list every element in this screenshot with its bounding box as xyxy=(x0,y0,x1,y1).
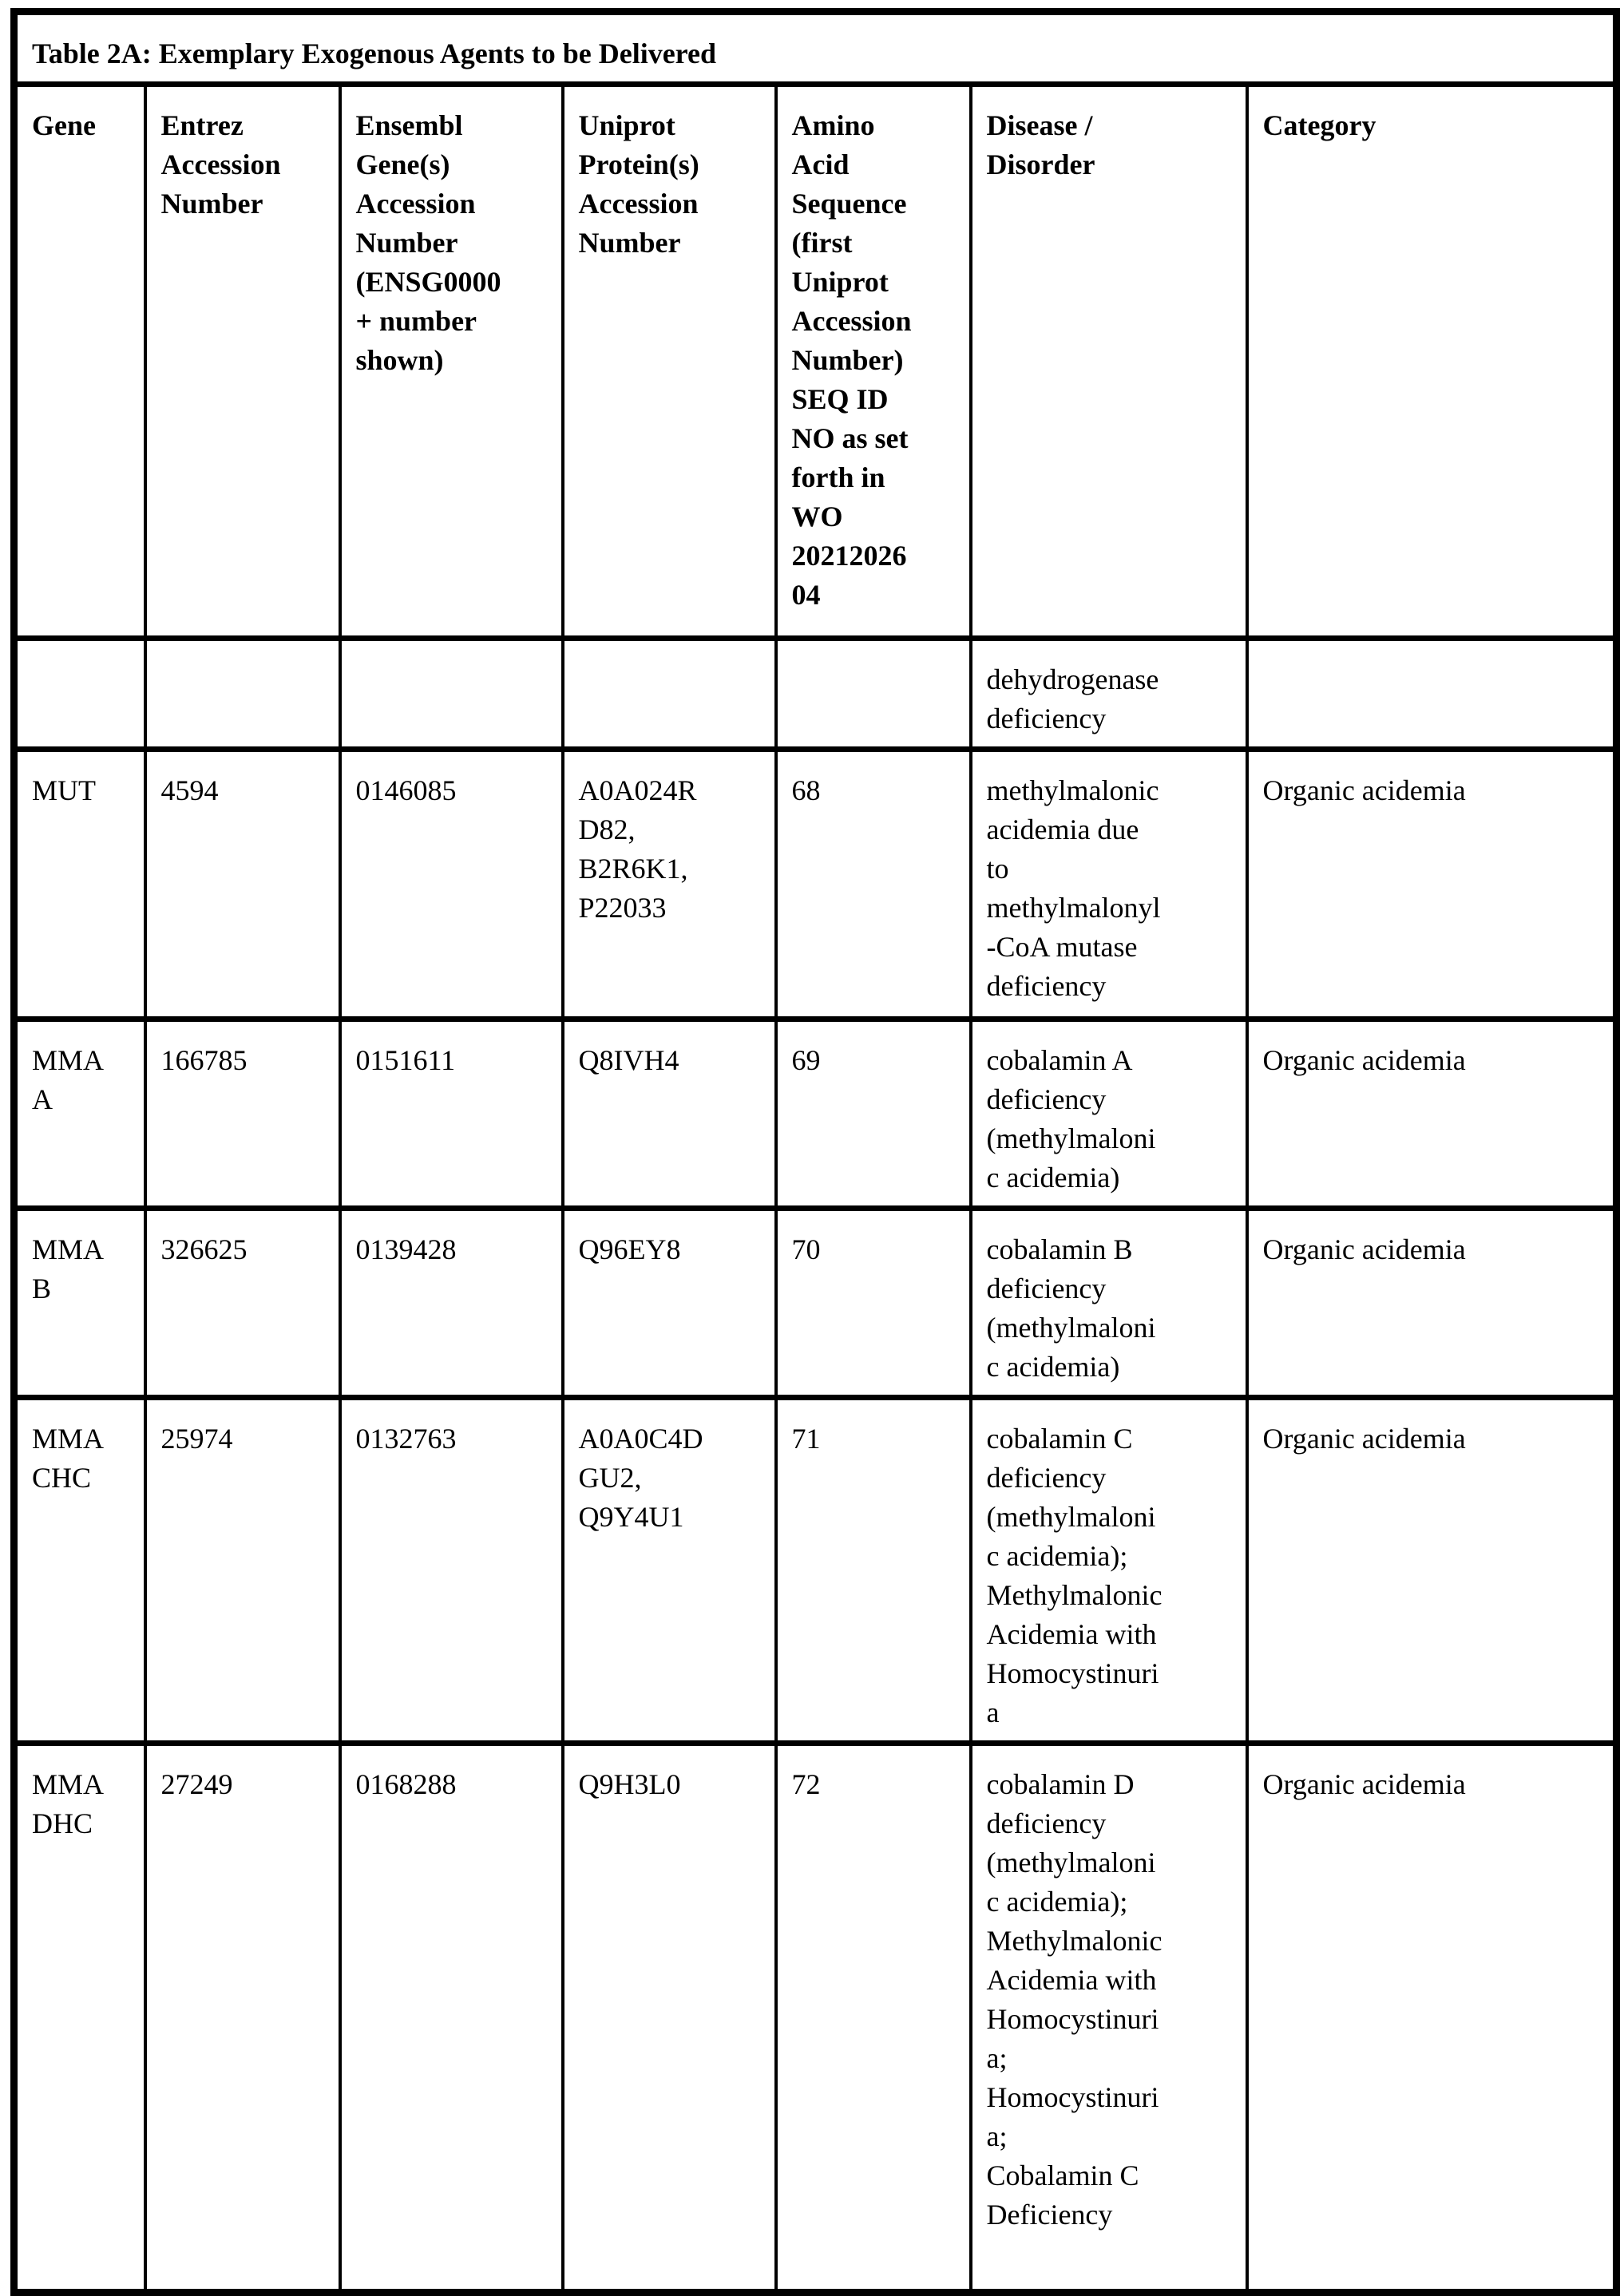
ensembl-cell: 0139428 xyxy=(340,1209,563,1398)
col-header-entrez: Entrez Accession Number xyxy=(145,85,340,639)
uniprot-cell: Q8IVH4 xyxy=(563,1019,776,1209)
entrez-cell: 166785 xyxy=(145,1019,340,1209)
uniprot-cell: A0A024R D82, B2R6K1, P22033 xyxy=(563,750,776,1019)
table-header-row xyxy=(14,85,1617,639)
uniprot-cell: Q96EY8 xyxy=(563,1209,776,1398)
disease-cell: cobalamin C deficiency (methylmaloni c acidemia); Methylmalonic Acidemia with Homocystinuri a xyxy=(971,1398,1247,1744)
gene-cell: MMA A xyxy=(14,1019,145,1209)
uniprot-cell xyxy=(563,639,776,750)
ensembl-cell xyxy=(340,639,563,750)
disease-cell: dehydrogenase deficiency xyxy=(971,639,1247,750)
col-header-gene: Gene xyxy=(14,85,145,639)
col-header-ensembl: Ensembl Gene(s) Accession Number (ENSG0000 + number shown) xyxy=(340,85,563,639)
table-row xyxy=(14,1398,1617,1744)
seq-id-cell: 70 xyxy=(776,1209,971,1398)
disease-cell: cobalamin D deficiency (methylmaloni c acidemia); Methylmalonic Acidemia with Homocystinuri a; Homocystinuri a; Cobalamin C Deficiency xyxy=(971,1744,1247,2293)
entrez-cell: 4594 xyxy=(145,750,340,1019)
gene-cell: MMA B xyxy=(14,1209,145,1398)
gene-cell: MUT xyxy=(14,750,145,1019)
seq-id-cell: 68 xyxy=(776,750,971,1019)
col-header-uniprot: Uniprot Protein(s) Accession Number xyxy=(563,85,776,639)
ensembl-cell: 0151611 xyxy=(340,1019,563,1209)
entrez-cell: 27249 xyxy=(145,1744,340,2293)
ensembl-cell: 0146085 xyxy=(340,750,563,1019)
seq-id-cell xyxy=(776,639,971,750)
seq-id-cell: 69 xyxy=(776,1019,971,1209)
gene-cell: MMA CHC xyxy=(14,1398,145,1744)
category-cell: Organic acidemia xyxy=(1247,750,1617,1019)
ensembl-cell: 0168288 xyxy=(340,1744,563,2293)
table-title: Table 2A: Exemplary Exogenous Agents to be Delivered xyxy=(14,12,1617,85)
col-header-category: Category xyxy=(1247,85,1617,639)
category-cell: Organic acidemia xyxy=(1247,1019,1617,1209)
seq-id-cell: 72 xyxy=(776,1744,971,2293)
table-row xyxy=(14,1744,1617,2293)
disease-cell: cobalamin B deficiency (methylmaloni c acidemia) xyxy=(971,1209,1247,1398)
exogenous-agents-table xyxy=(10,8,1620,2296)
table-row xyxy=(14,639,1617,750)
entrez-cell: 25974 xyxy=(145,1398,340,1744)
gene-cell: MMA DHC xyxy=(14,1744,145,2293)
gene-cell xyxy=(14,639,145,750)
category-cell: Organic acidemia xyxy=(1247,1209,1617,1398)
category-cell xyxy=(1247,639,1617,750)
col-header-seq-id: Amino Acid Sequence (first Uniprot Accession Number) SEQ ID NO as set forth in WO 20212026 04 xyxy=(776,85,971,639)
uniprot-cell: A0A0C4D GU2, Q9Y4U1 xyxy=(563,1398,776,1744)
table-row xyxy=(14,1209,1617,1398)
table-row xyxy=(14,750,1617,1019)
ensembl-cell: 0132763 xyxy=(340,1398,563,1744)
category-cell: Organic acidemia xyxy=(1247,1744,1617,2293)
disease-cell: cobalamin A deficiency (methylmaloni c acidemia) xyxy=(971,1019,1247,1209)
seq-id-cell: 71 xyxy=(776,1398,971,1744)
table-title-row xyxy=(14,12,1617,85)
col-header-disease: Disease / Disorder xyxy=(971,85,1247,639)
entrez-cell: 326625 xyxy=(145,1209,340,1398)
entrez-cell xyxy=(145,639,340,750)
uniprot-cell: Q9H3L0 xyxy=(563,1744,776,2293)
disease-cell: methylmalonic acidemia due to methylmalonyl -CoA mutase deficiency xyxy=(971,750,1247,1019)
category-cell: Organic acidemia xyxy=(1247,1398,1617,1744)
table-row xyxy=(14,1019,1617,1209)
